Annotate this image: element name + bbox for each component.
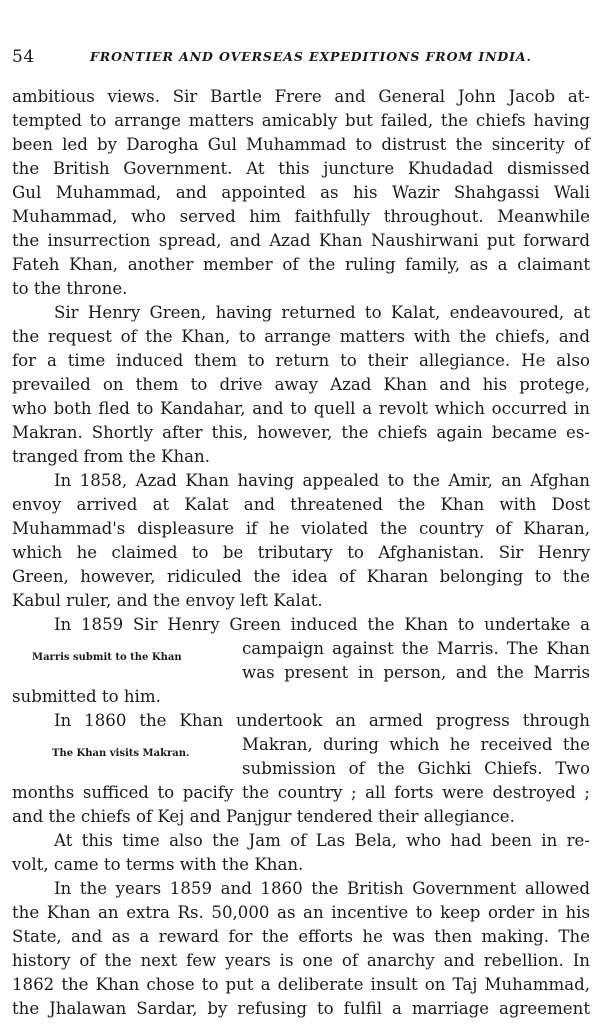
- text-line: Muhammad's displeasure if he violated the country of Kharan,: [12, 519, 590, 538]
- text-line: who both fled to Kandahar, and to quell a revolt which occurred in: [12, 399, 590, 418]
- text-line: months sufficed to pacify the country ; all forts were destroyed ;: [12, 783, 590, 802]
- text-line: the insurrection spread, and Azad Khan Naushirwani put forward: [12, 231, 590, 250]
- text-line: for a time induced them to return to their allegiance. He also: [12, 351, 590, 370]
- text-line: Makran. Shortly after this, however, the chiefs again became es-: [12, 423, 590, 442]
- text-line: Muhammad, who served him faithfully throughout. Meanwhile: [12, 207, 590, 226]
- text-line: been led by Darogha Gul Muhammad to distrust the sincerity of: [12, 135, 590, 154]
- paragraph-start: Sir Henry Green, having returned to Kalat, endeavoured, at: [54, 303, 590, 322]
- text-line: ambitious views. Sir Bartle Frere and General John Jacob at-: [12, 87, 590, 106]
- text-line: submission of the Gichki Chiefs. Two: [242, 759, 590, 778]
- side-note: Marris submit to the Khan: [32, 652, 182, 663]
- text-line: the request of the Khan, to arrange matters with the chiefs, and: [12, 327, 590, 346]
- text-line: campaign against the Marris. The Khan: [242, 639, 590, 658]
- paragraph-start: In 1859 Sir Henry Green induced the Khan to undertake a: [54, 615, 590, 634]
- text-line: to the throne.: [12, 279, 128, 298]
- text-line: volt, came to terms with the Khan.: [12, 855, 304, 874]
- text-line: tempted to arrange matters amicably but failed, the chiefs having: [12, 111, 590, 130]
- text-line: Makran, during which he received the: [242, 735, 590, 754]
- text-line: and the chiefs of Kej and Panjgur tendered their allegiance.: [12, 807, 515, 826]
- paragraph-start: In 1860 the Khan undertook an armed progress through: [54, 711, 590, 730]
- side-note: The Khan visits Makran.: [52, 748, 190, 759]
- text-line: which he claimed to be tributary to Afghanistan. Sir Henry: [12, 543, 590, 562]
- text-line: history of the next few years is one of anarchy and rebellion. In: [12, 951, 590, 970]
- page-header: [12, 47, 588, 71]
- text-line: submitted to him.: [12, 687, 161, 706]
- text-line: State, and as a reward for the efforts he was then making. The: [12, 927, 590, 946]
- text-line: Gul Muhammad, and appointed as his Wazir Shahgassi Wali: [12, 183, 590, 202]
- text-line: the Jhalawan Sardar, by refusing to fulfil a marriage agreement: [12, 999, 590, 1018]
- paragraph-start: In 1858, Azad Khan having appealed to the Amir, an Afghan: [54, 471, 590, 490]
- text-line: prevailed on them to drive away Azad Khan and his protege,: [12, 375, 590, 394]
- text-line: the Khan an extra Rs. 50,000 as an incentive to keep order in his: [12, 903, 590, 922]
- text-line: the British Government. At this juncture Khudadad dismissed: [12, 159, 590, 178]
- paragraph-start: In the years 1859 and 1860 the British Government allowed: [54, 879, 590, 898]
- text-line: Green, however, ridiculed the idea of Kharan belonging to the: [12, 567, 590, 586]
- text-line: was present in person, and the Marris: [242, 663, 590, 682]
- text-line: Kabul ruler, and the envoy left Kalat.: [12, 591, 323, 610]
- text-line: tranged from the Khan.: [12, 447, 210, 466]
- paragraph-start: At this time also the Jam of Las Bela, who had been in re-: [54, 831, 590, 850]
- running-title: FRONTIER AND OVERSEAS EXPEDITIONS FROM INDIA.: [90, 49, 532, 64]
- text-line: 1862 the Khan chose to put a deliberate insult on Taj Muhammad,: [12, 975, 590, 994]
- text-line: envoy arrived at Kalat and threatened the Khan with Dost: [12, 495, 590, 514]
- text-line: Fateh Khan, another member of the ruling family, as a claimant: [12, 255, 590, 274]
- page-number: 54: [12, 47, 35, 67]
